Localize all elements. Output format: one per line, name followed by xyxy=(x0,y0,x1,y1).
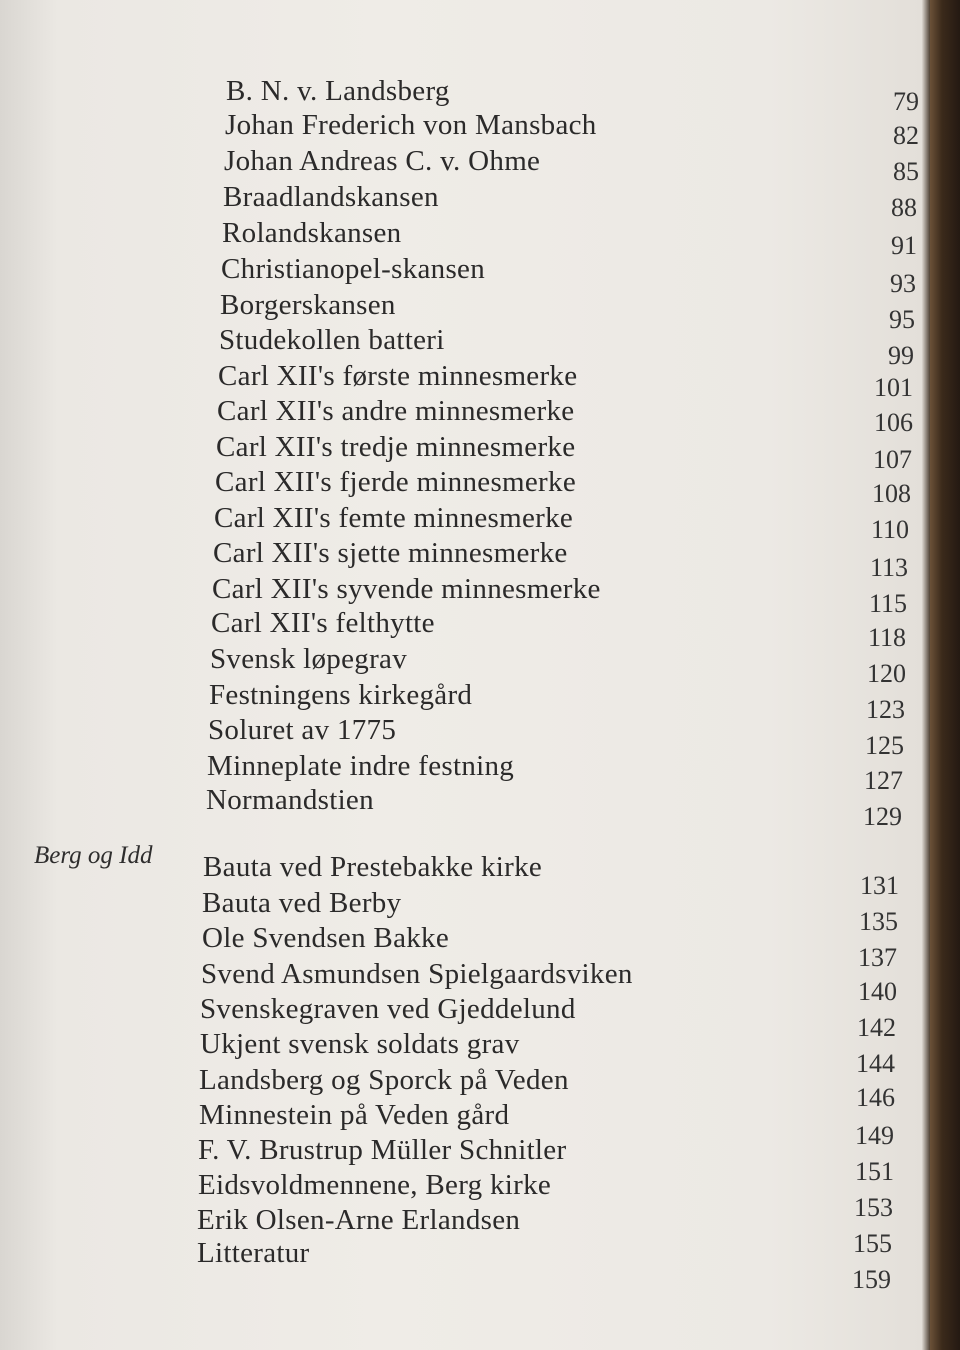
toc-entry-title: Studekollen batteri xyxy=(219,324,445,356)
toc-entry-page: 135 xyxy=(859,907,898,936)
toc-entry-page: 108 xyxy=(872,479,911,508)
toc-entry-title: Carl XII's sjette minnesmerke xyxy=(213,537,568,569)
toc-entry-page: 149 xyxy=(855,1121,894,1150)
toc-entry-title: Svensk løpegrav xyxy=(210,643,407,675)
toc-entry-title: Minnestein på Veden gård xyxy=(199,1099,510,1131)
toc-entry-title: Svend Asmundsen Spielgaardsviken xyxy=(201,958,633,990)
toc-entry-page: 115 xyxy=(869,589,908,618)
toc-entry-title: Carl XII's første minnesmerke xyxy=(218,360,578,392)
toc-entry-page: 110 xyxy=(871,515,910,544)
toc-entry-title: Christianopel-skansen xyxy=(221,253,486,285)
toc-entry-page: 79 xyxy=(893,87,919,116)
book-spine-edge xyxy=(930,0,960,1350)
toc-entry-title: Festningens kirkegård xyxy=(209,679,473,711)
toc-entry-page: 82 xyxy=(893,121,919,150)
toc-entry-page: 125 xyxy=(865,731,904,760)
toc-entry-page: 118 xyxy=(868,623,907,652)
toc-entry-title: Bauta ved Berby xyxy=(202,887,402,919)
toc-entry-title: Bauta ved Prestebakke kirke xyxy=(203,851,543,883)
toc-entry-title: Rolandskansen xyxy=(222,217,402,249)
toc-entry-title: Soluret av 1775 xyxy=(208,714,397,746)
toc-entry-title: Johan Andreas C. v. Ohme xyxy=(224,145,541,177)
toc-entry-title: Carl XII's syvende minnesmerke xyxy=(212,573,601,605)
toc-entry-title: Braadlandskansen xyxy=(223,181,439,213)
toc-entry-page: 142 xyxy=(857,1013,896,1042)
toc-entry-title: Svenskegraven ved Gjeddelund xyxy=(200,993,576,1025)
toc-entry-title: Litteratur xyxy=(197,1237,310,1269)
toc-entry-page: 88 xyxy=(891,193,917,222)
toc-entry-page: 155 xyxy=(853,1229,892,1258)
toc-entry-title: Carl XII's felthytte xyxy=(211,607,435,639)
toc-entry-page: 113 xyxy=(870,553,909,582)
toc-entry-title: Erik Olsen-Arne Erlandsen xyxy=(197,1204,521,1236)
toc-entry-page: 159 xyxy=(852,1265,891,1294)
toc-entry-page: 151 xyxy=(855,1157,894,1186)
toc-entry-title: Carl XII's femte minnesmerke xyxy=(214,502,574,534)
toc-entry-title: Johan Frederich von Mansbach xyxy=(225,109,597,141)
toc-entry-title: Normandstien xyxy=(206,784,374,816)
toc-entry-page: 146 xyxy=(856,1083,895,1112)
toc-entry-page: 137 xyxy=(858,943,897,972)
toc-entry-page: 95 xyxy=(889,305,915,334)
toc-entry-title: Eidsvoldmennene, Berg kirke xyxy=(198,1169,552,1201)
section-label: Berg og Idd xyxy=(34,842,153,869)
toc-entry-page: 131 xyxy=(860,871,899,900)
toc-entry-page: 93 xyxy=(890,269,916,298)
toc-entry-page: 91 xyxy=(891,231,917,260)
toc-entry-page: 120 xyxy=(867,659,906,688)
toc-entry-page: 129 xyxy=(863,802,902,831)
toc-entry-page: 106 xyxy=(874,408,913,437)
toc-entry-page: 101 xyxy=(874,373,913,402)
toc-entry-title: Landsberg og Sporck på Veden xyxy=(199,1064,569,1096)
toc-entry-page: 140 xyxy=(858,977,897,1006)
toc-entry-title: Minneplate indre festning xyxy=(207,750,515,782)
toc-entry-page: 127 xyxy=(864,766,903,795)
toc-entry-page: 85 xyxy=(893,157,919,186)
toc-entry-title: Ole Svendsen Bakke xyxy=(202,922,450,954)
toc-entry-page: 144 xyxy=(856,1049,895,1078)
toc-entry-title: Borgerskansen xyxy=(220,289,396,321)
toc-entry-page: 99 xyxy=(888,341,914,370)
toc-entry-title: F. V. Brustrup Müller Schnitler xyxy=(198,1134,567,1166)
toc-entry-page: 153 xyxy=(854,1193,893,1222)
toc-entry-page: 123 xyxy=(866,695,905,724)
toc-entry-title: Carl XII's fjerde minnesmerke xyxy=(215,466,576,498)
toc-entry-title: B. N. v. Landsberg xyxy=(226,75,450,107)
toc-entry-title: Carl XII's tredje minnesmerke xyxy=(216,431,576,463)
toc-entry-page: 107 xyxy=(873,445,912,474)
toc-entry-title: Ukjent svensk soldats grav xyxy=(200,1028,520,1060)
toc-entry-title: Carl XII's andre minnesmerke xyxy=(217,395,575,427)
